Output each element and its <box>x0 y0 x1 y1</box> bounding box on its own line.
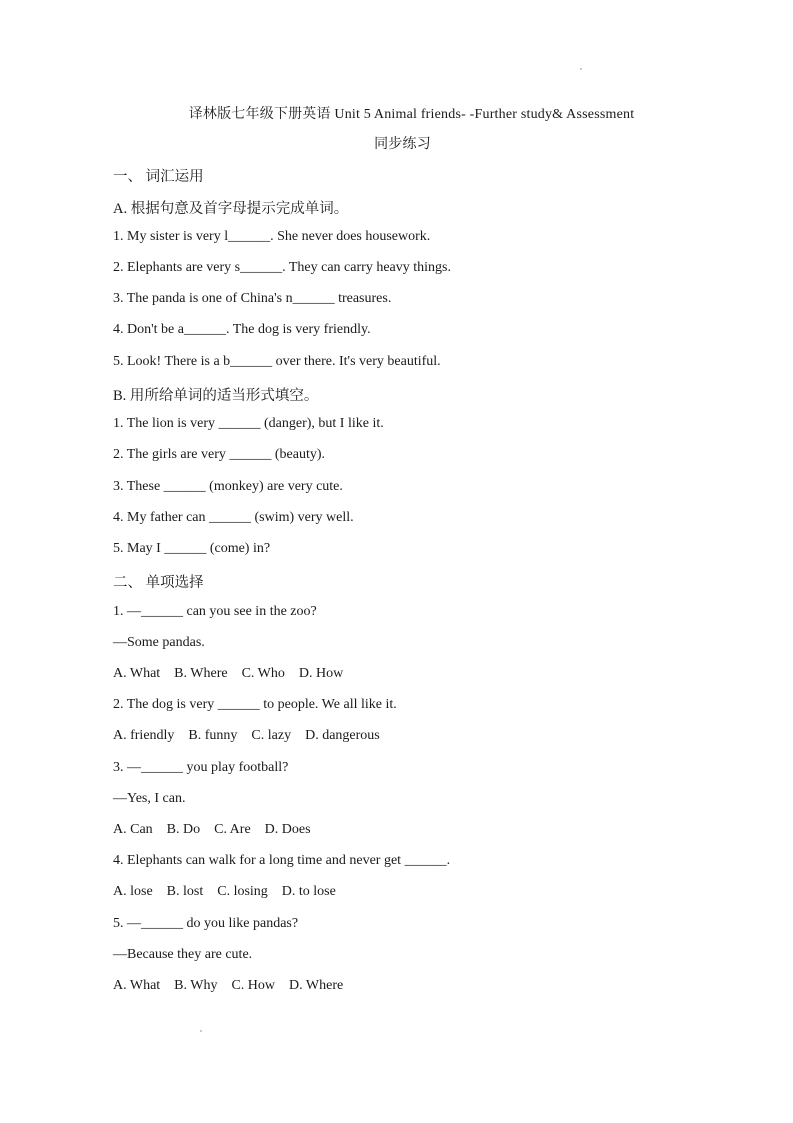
document-title: 译林版七年级下册英语 Unit 5 Animal friends- -Further study& Assessment <box>188 107 635 122</box>
mc-question-1-options: A. What B. Where C. Who D. How <box>113 666 344 681</box>
question-a3: 3. The panda is one of China's n______ treasures. <box>113 291 392 306</box>
part-b-instruction: B. 用所给单词的适当形式填空。 <box>113 388 319 404</box>
question-a1: 1. My sister is very l______. She never does housework. <box>113 229 431 244</box>
question-b1: 1. The lion is very ______ (danger), but I like it. <box>113 416 384 431</box>
question-a5: 5. Look! There is a b______ over there. It's very beautiful. <box>113 354 441 369</box>
question-a2: 2. Elephants are very s______. They can carry heavy things. <box>113 260 451 275</box>
mc-question-1-reply: —Some pandas. <box>113 635 205 650</box>
mc-question-4-stem: 4. Elephants can walk for a long time and never get ______. <box>113 853 451 868</box>
speck-mark <box>580 68 582 70</box>
question-b5: 5. May I ______ (come) in? <box>113 541 271 556</box>
question-a4: 4. Don't be a______. The dog is very friendly. <box>113 322 371 337</box>
mc-question-2-options: A. friendly B. funny C. lazy D. dangerous <box>113 728 380 743</box>
mc-question-1-stem: 1. —______ can you see in the zoo? <box>113 604 317 619</box>
mc-question-2-stem: 2. The dog is very ______ to people. We all like it. <box>113 697 397 712</box>
question-b3: 3. These ______ (monkey) are very cute. <box>113 479 343 494</box>
speck-mark <box>200 1030 202 1032</box>
question-b4: 4. My father can ______ (swim) very well. <box>113 510 354 525</box>
part-a-instruction: A. 根据句意及首字母提示完成单词。 <box>113 201 349 217</box>
mc-question-5-stem: 5. —______ do you like pandas? <box>113 916 299 931</box>
mc-question-3-options: A. Can B. Do C. Are D. Does <box>113 822 311 837</box>
mc-question-3-reply: —Yes, I can. <box>113 791 186 806</box>
section-heading-multiple-choice: 二、 单项选择 <box>113 575 204 591</box>
mc-question-4-options: A. lose B. lost C. losing D. to lose <box>113 884 336 899</box>
mc-question-5-reply: —Because they are cute. <box>113 947 253 962</box>
mc-question-5-options: A. What B. Why C. How D. Where <box>113 978 344 993</box>
mc-question-3-stem: 3. —______ you play football? <box>113 760 289 775</box>
question-b2: 2. The girls are very ______ (beauty). <box>113 447 326 462</box>
document-subtitle: 同步练习 <box>374 137 431 152</box>
section-heading-vocabulary: 一、 词汇运用 <box>113 169 204 185</box>
